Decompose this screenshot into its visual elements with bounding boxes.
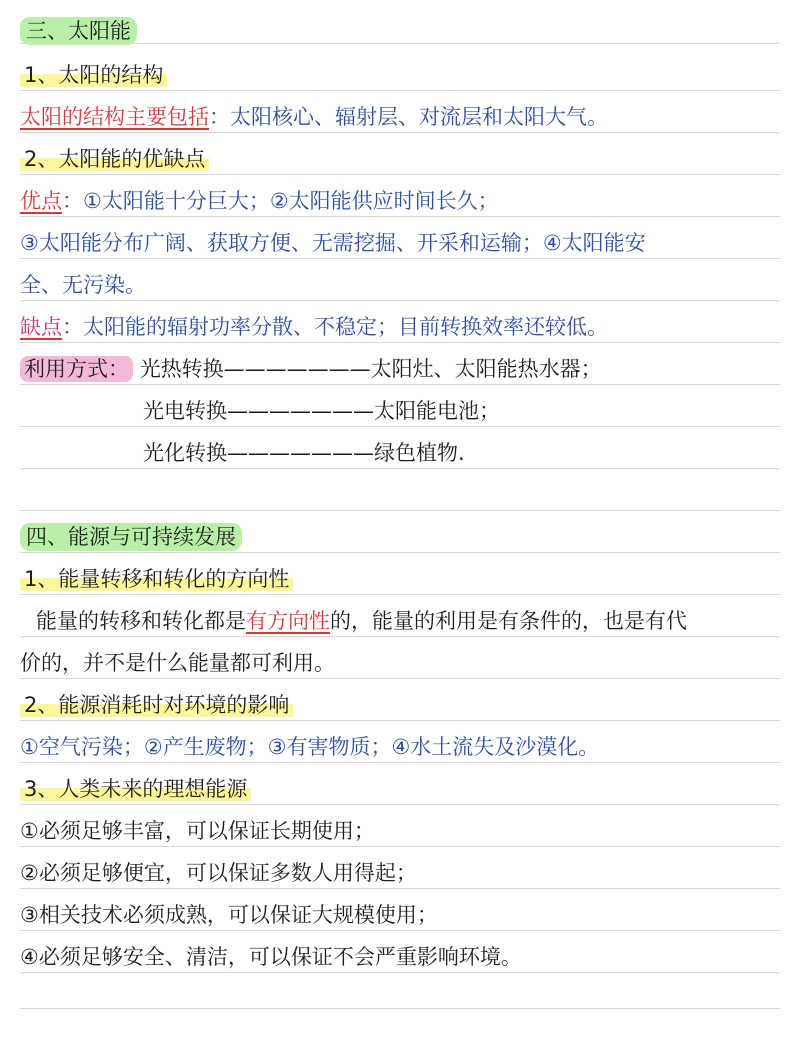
section3-heading: 三、太阳能 — [20, 17, 137, 45]
ruled-line — [20, 258, 780, 259]
usage-item-2: 光电转换———————太阳能电池； — [143, 399, 500, 423]
ruled-line — [20, 1008, 780, 1009]
ruled-line — [20, 174, 780, 175]
usage-item-3: 光化转换———————绿色植物. — [143, 441, 465, 465]
direction-text-a: 能量的转移和转化都是 — [36, 609, 246, 633]
disadvantages-text: ：太阳能的辐射功率分散、不稳定；目前转换效率还较低。 — [62, 315, 608, 339]
disadvantages-label: 缺点 — [20, 315, 62, 339]
ruled-line — [20, 90, 780, 91]
disadvantages-row — [20, 312, 780, 342]
section3-subtitle1: 1、太阳的结构 — [20, 63, 167, 87]
ruled-line — [20, 888, 780, 889]
advantages-text-3: 全、无污染。 — [20, 273, 146, 297]
ruled-line — [20, 426, 780, 427]
ruled-line — [20, 930, 780, 931]
ruled-line — [20, 510, 780, 511]
section4-subtitle2-row — [20, 690, 780, 720]
usage-label: 利用方式： — [20, 356, 133, 382]
ruled-line — [20, 678, 780, 679]
ruled-line — [20, 300, 780, 301]
ruled-line — [20, 846, 780, 847]
ruled-line — [20, 972, 780, 973]
section4-subtitle1: 1、能量转移和转化的方向性 — [20, 567, 293, 591]
ideal-energy-item-2: ②必须足够便宜，可以保证多数人用得起； — [20, 861, 417, 885]
section3-subtitle2: 2、太阳能的优缺点 — [20, 147, 209, 171]
sun-structure-row — [20, 102, 780, 132]
direction-highlight: 有方向性 — [246, 609, 330, 633]
ruled-line — [20, 552, 780, 553]
ruled-line — [20, 342, 780, 343]
direction-text-b: 的，能量的利用是有条件的，也是有代 — [330, 609, 687, 633]
ideal-energy-item-1: ①必须足够丰富，可以保证长期使用； — [20, 819, 375, 843]
usage-row-1 — [20, 354, 780, 384]
ruled-line — [20, 804, 780, 805]
direction-paragraph-line-1 — [36, 606, 780, 636]
ruled-line — [20, 132, 780, 133]
ruled-line — [20, 216, 780, 217]
advantages-text-2: ③太阳能分布广阔、获取方便、无需挖掘、开采和运输；④太阳能安 — [20, 231, 646, 255]
sun-structure-text: ：太阳核心、辐射层、对流层和太阳大气。 — [209, 105, 608, 129]
ruled-line — [20, 468, 780, 469]
ruled-line — [20, 636, 780, 637]
advantages-row — [20, 186, 780, 216]
ruled-line — [20, 762, 780, 763]
section3-subtitle1-row — [20, 60, 780, 90]
section4-heading-row — [20, 522, 780, 552]
section4-heading: 四、能源与可持续发展 — [20, 523, 242, 551]
section4-subtitle3-row — [20, 774, 780, 804]
ideal-energy-item-4: ④必须足够安全、清洁，可以保证不会严重影响环境。 — [20, 945, 522, 969]
sun-structure-label: 太阳的结构主要包括 — [20, 105, 209, 129]
ruled-line — [20, 720, 780, 721]
section4-subtitle1-row — [20, 564, 780, 594]
section3-heading-row — [20, 16, 780, 46]
ideal-energy-item-3: ③相关技术必须成熟，可以保证大规模使用； — [20, 903, 438, 927]
ruled-line — [20, 384, 780, 385]
section4-subtitle3: 3、人类未来的理想能源 — [20, 777, 251, 801]
direction-paragraph-line-2: 价的，并不是什么能量都可利用。 — [20, 651, 335, 675]
ruled-line — [20, 594, 780, 595]
environment-impact-text: ①空气污染；②产生废物；③有害物质；④水土流失及沙漠化。 — [20, 735, 600, 759]
usage-item-1: 光热转换———————太阳灶、太阳能热水器； — [139, 357, 602, 381]
advantages-label: 优点 — [20, 189, 62, 213]
section3-subtitle2-row — [20, 144, 780, 174]
section4-subtitle2: 2、能源消耗时对环境的影响 — [20, 693, 293, 717]
advantages-text-1: ：①太阳能十分巨大；②太阳能供应时间长久； — [62, 189, 499, 213]
